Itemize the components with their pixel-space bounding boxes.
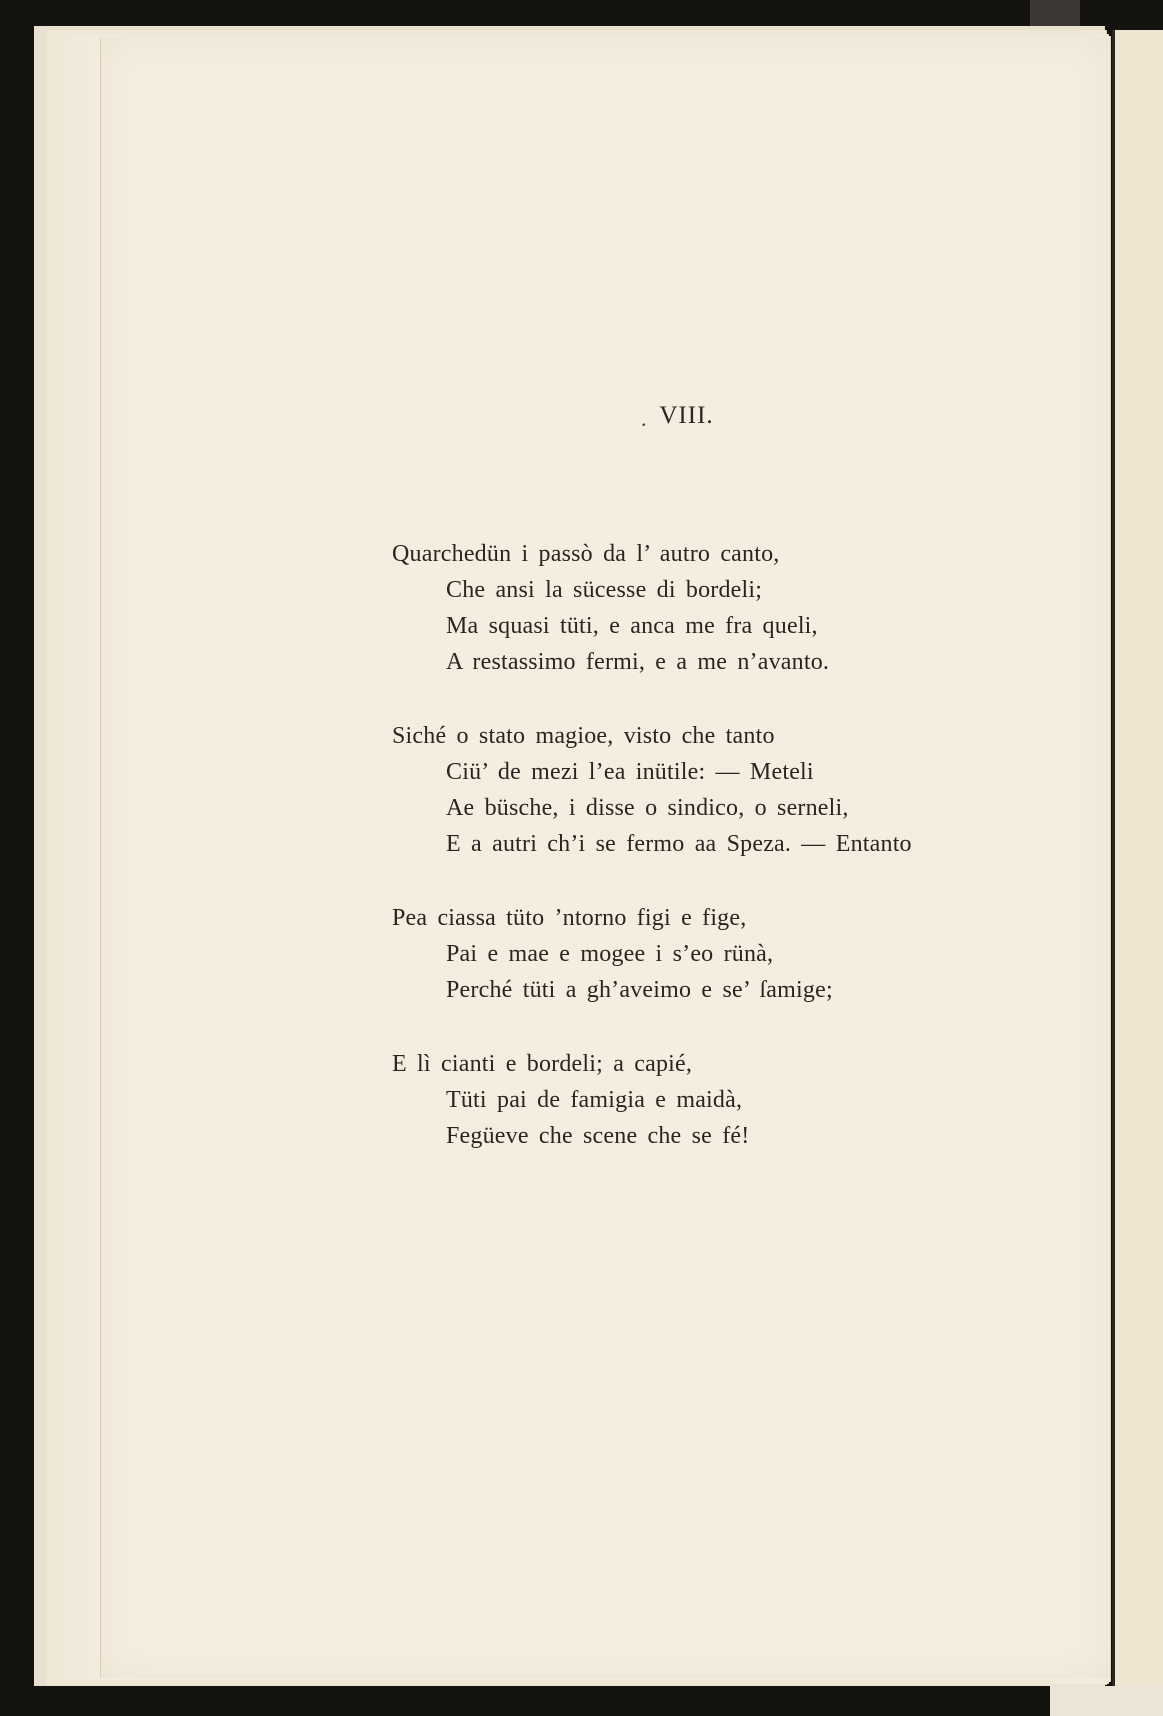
poem-line: E lì cianti e bordeli; a capié,: [392, 1051, 693, 1077]
stanza-3: [392, 900, 992, 1008]
scan-edge-bottom: [1050, 1686, 1163, 1716]
poem-line: Ciü’ de mezi l’ea inütile: — Meteli: [446, 759, 814, 785]
facing-page-edge: [1112, 30, 1163, 1690]
poem-line: Ae büsche, i disse o sindico, o serneli,: [446, 795, 849, 821]
poem-line: Ma squasi tüti, e anca me fra queli,: [446, 613, 818, 639]
poem-line: Tüti pai de famigia e maidà,: [446, 1087, 743, 1113]
stanza-2: [392, 718, 992, 862]
section-heading: [0, 402, 1163, 430]
stanza-1: [392, 536, 992, 680]
poem-line: E a autri ch’i se fermo aa Speza. — Entanto: [446, 831, 912, 857]
poem-line: Quarchedün i passò da l’ autro canto,: [392, 541, 780, 567]
poem-line: Siché o stato magioe, visto che tanto: [392, 723, 775, 749]
poem-line: Che ansi la sücesse di bordeli;: [446, 577, 763, 603]
poem-line: Perché tüti a gh’aveimo e se’ ſamige;: [446, 977, 833, 1003]
poem: [392, 536, 992, 1154]
heading-dot: .: [641, 406, 648, 431]
stanza-4: [392, 1046, 992, 1154]
poem-line: Pai e mae e mogee i s’eo rünà,: [446, 941, 774, 967]
poem-line: A restassimo fermi, e a me n’avanto.: [446, 649, 830, 675]
scan-edge-top: [1030, 0, 1080, 28]
poem-line: Pea ciassa tüto ’ntorno figi e fige,: [392, 905, 747, 931]
poem-line: Fegüeve che scene che se fé!: [446, 1123, 750, 1149]
section-number: VIII.: [659, 402, 714, 429]
